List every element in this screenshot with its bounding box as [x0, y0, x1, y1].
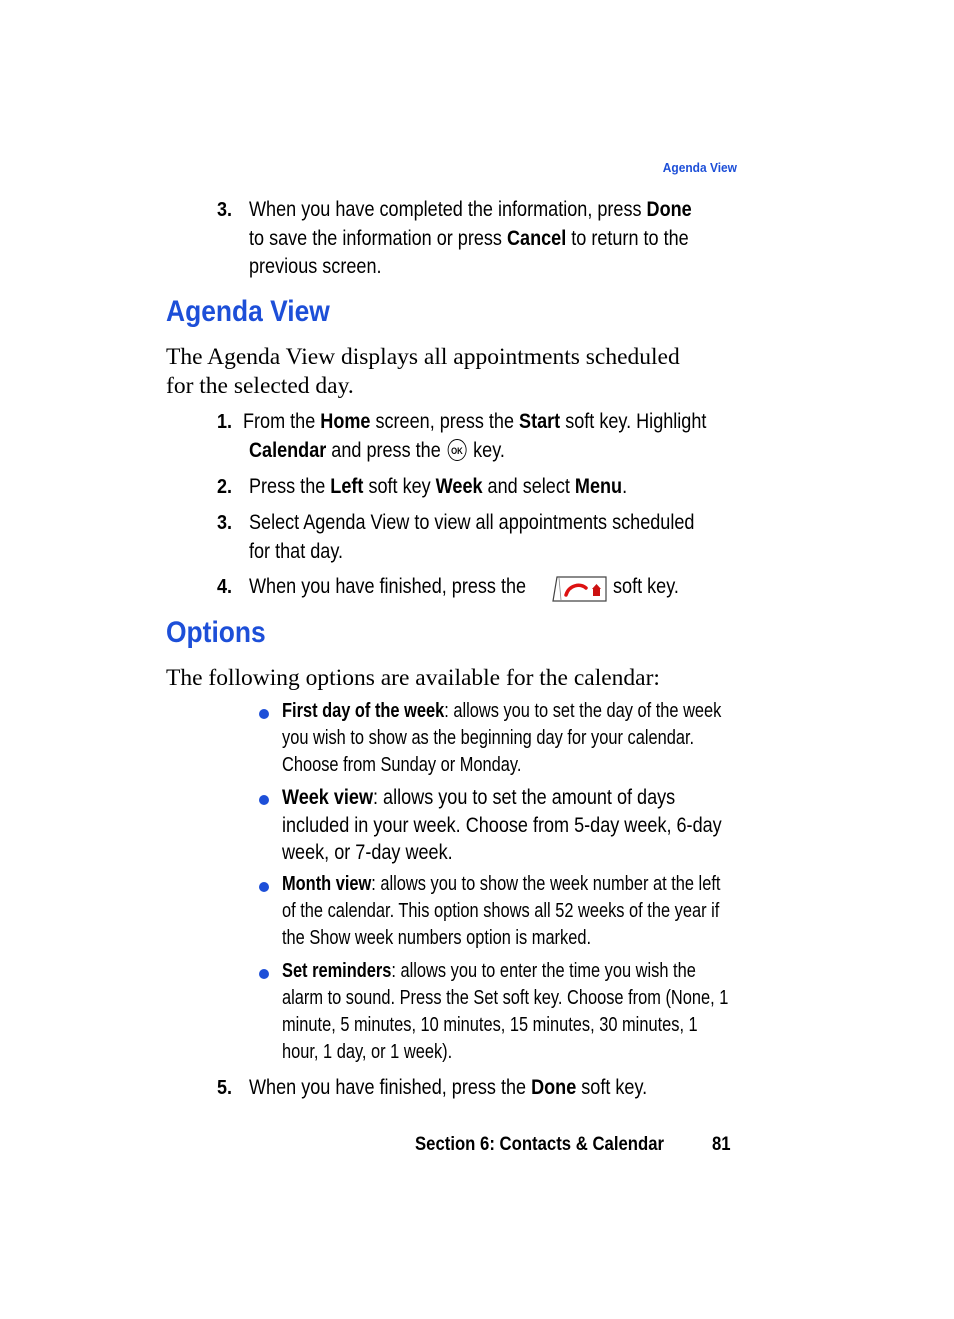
- bullet-icon: [259, 882, 269, 892]
- step-text: From the Home screen, press the Start soft key. Highlight: [243, 410, 707, 433]
- list-item: Week view: allows you to set the amount of days included in your week. Choose from 5-day week, 6-day week, or 7-day week.: [282, 786, 722, 864]
- step-number: 3.: [217, 199, 233, 221]
- step-text: Calendar and press the OK key.: [249, 439, 505, 462]
- bullet-icon: [259, 969, 269, 979]
- agenda-intro: The Agenda View displays all appointments scheduled for the selected day.: [166, 344, 680, 399]
- running-header: Agenda View: [662, 160, 737, 175]
- footer-section-title: Section 6: Contacts & Calendar: [415, 1134, 664, 1155]
- ok-key-icon: OK: [447, 439, 466, 461]
- step-number: 4.: [217, 576, 233, 598]
- bullet-icon: [259, 709, 269, 719]
- step-text: soft key.: [613, 575, 679, 598]
- list-item: Set reminders: allows you to enter the time you wish the alarm to sound. Press the Set soft key. Choose from (None, 1 minute, 5 minutes, 10 minutes, 15 minutes, 30 minutes, 1 hour, 1 day, or 1 week).: [282, 960, 729, 1063]
- step-number: 3.: [217, 512, 233, 534]
- end-key-icon: [551, 574, 609, 604]
- step-number: 1.: [217, 411, 233, 433]
- step-text: When you have finished, press the Done soft key.: [249, 1076, 648, 1099]
- step-text: Press the Left soft key Week and select Menu.: [249, 475, 628, 498]
- section-heading-options: Options: [166, 616, 266, 649]
- step-number: 5.: [217, 1077, 233, 1099]
- step-text: When you have finished, press the: [249, 575, 527, 598]
- list-item: Month view: allows you to show the week number at the left of the calendar. This option shows all 52 weeks of the year if the Show week numbers option is marked.: [282, 873, 721, 949]
- step-text: When you have completed the information, press Done to save the information or press Cancel to return to the previous screen.: [249, 198, 692, 278]
- step-number: 2.: [217, 476, 233, 498]
- step-text: Select Agenda View to view all appointments scheduled for that day.: [249, 511, 695, 563]
- page-number: 81: [712, 1134, 731, 1155]
- options-intro: The following options are available for the calendar:: [166, 665, 660, 691]
- list-item: First day of the week: allows you to set the day of the week you wish to show as the beginning day for your calendar. Choose from Sunday or Monday.: [282, 700, 722, 776]
- section-heading-agenda-view: Agenda View: [166, 295, 330, 328]
- bullet-icon: [259, 795, 269, 805]
